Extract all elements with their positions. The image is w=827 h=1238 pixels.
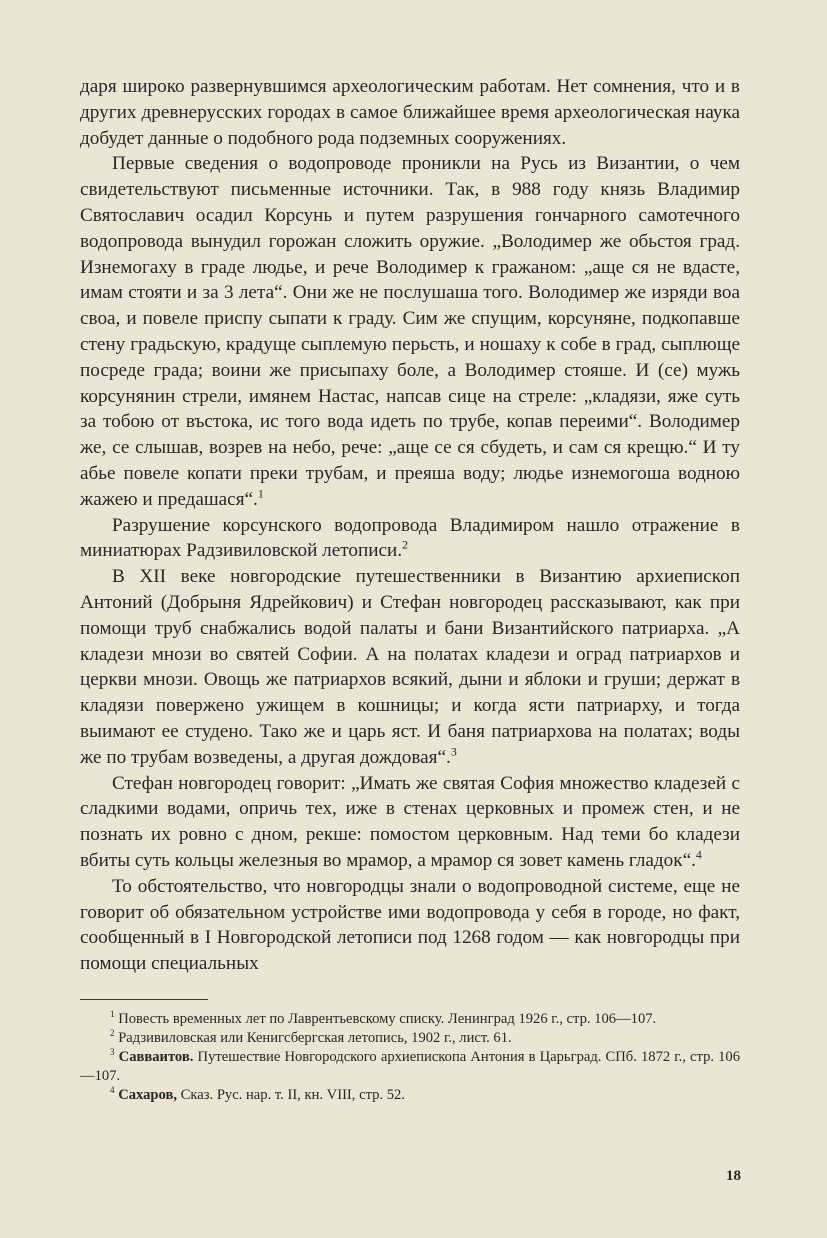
footnote-text: Радзивиловская или Кенигсбергская летопись, 1902 г., лист. 61.	[118, 1029, 512, 1046]
paragraph	[80, 874, 740, 977]
footnote-ref: 1	[257, 486, 264, 501]
paragraph	[80, 513, 740, 565]
paragraph-text: Первые сведения о водопроводе проникли на Русь из Византии, о чем свидетельствуют письменные источники. Так, в 988 году князь Владимир Святославич осадил Корсунь и путем разрушения гончарного самотечного водопровода вынудил горожан сложить оружие. „Володимер же обьстоя град. Изнемогаху в граде людье, и рече Володимер к гражаном: „аще ся не вдасте, имам стояти и за 3 лета“. Они же не послушаша того. Володимер же изряди воа своа, и повеле приспу сыпати к граду. Сим же спущим, корсуняне, подкопавше стену градьскую, крадуще сыплемую перьсть, и ношаху к собе в град, сыплюще посреде града; воини же присыпаху боле, а Володимер стояше. И (се) мужь корсунянин стрели, имянем Настас, напсав сице на стреле: „кладязи, яже суть за тобою от въстока, ис того вода идеть по трубе, копав переими“. Володимер же, се слышав, возрев на небо, рече: „аще се ся сбудеть, и сам ся крещю.“ И ту абье повеле копати преки трубам, и преяша воду; людье изнемогоша водною жажею и предашася“.	[80, 153, 740, 510]
paragraph	[80, 564, 740, 770]
footnotes	[80, 1010, 740, 1105]
footnote-text: Путешествие Новгородского архиепископа Антония в Царьград. СПб. 1872 г., стр. 106—107.	[80, 1048, 741, 1084]
footnote-separator	[80, 999, 208, 1000]
footnote	[80, 1010, 740, 1029]
footnote-text: Сказ. Рус. нар. т. II, кн. VIII, стр. 52.	[180, 1086, 405, 1103]
body-text	[80, 74, 740, 977]
footnote-number: 4	[110, 1085, 115, 1096]
footnote-ref: 4	[695, 847, 702, 862]
footnote	[80, 1048, 740, 1086]
footnote-number: 2	[110, 1028, 115, 1039]
footnote-number: 1	[110, 1009, 115, 1020]
footnote-text: Повесть временных лет по Лаврентьевскому списку. Ленинград 1926 г., стр. 106—107.	[118, 1010, 657, 1027]
footnote-author: Савваитов.	[118, 1048, 194, 1065]
footnote	[80, 1029, 740, 1048]
paragraph-text: Стефан новгородец говорит: „Имать же святая София множество кладезей с сладкими водами, опричь тех, иже в стенах церковных и промеж стен, и не познать их ровно с дном, рекше: помостом церковным. Над теми бо кладези вбиты суть кольцы железныя во мрамор, а мрамор ся зовет камень гладок“.	[80, 772, 740, 871]
page-content	[80, 74, 740, 1105]
paragraph	[80, 74, 740, 151]
footnote-ref: 3	[450, 744, 457, 759]
paragraph	[80, 151, 740, 512]
footnote-ref: 2	[402, 537, 409, 552]
footnote-number: 3	[110, 1047, 115, 1058]
paragraph-text: даря широко развернувшимся археологическим работам. Нет сомнения, что и в других древнерусских городах в самое ближайшее время археологическая наука добудет данные о подобного рода подземных сооружениях.	[80, 76, 740, 149]
paragraph-text: То обстоятельство, что новгородцы знали о водопроводной системе, еще не говорит об обязательном устройстве ими водопровода у себя в городе, но факт, сообщенный в I Новгородской летописи под 1268 годом — как новгородцы при помощи специальных	[80, 875, 740, 975]
paragraph-text: Разрушение корсунского водопровода Владимиром нашло отражение в миниатюрах Радзивиловской летописи.	[80, 514, 740, 562]
page-number: 18	[726, 1168, 741, 1184]
footnote	[80, 1086, 740, 1105]
paragraph-text: В XII веке новгородские путешественники в Византию архиепископ Антоний (Добрыня Ядрейкович) и Стефан новгородец рассказывают, как при помощи труб снабжались водой палаты и бани Византийского патриарха. „А кладези мнози во святей Софии. А на полатах кладези и оград патриархов и церкви мнози. Овощь же патриархов всякий, дыни и яблоки и груши; держат в кладязи поверженo ужищем в кошницы; и когда ясти патриарху, и тогда выимают ее студено. Тако же и царь яст. И баня патриархова на полатах; воды же по трубам возведены, а другая дождовая“.	[80, 566, 740, 768]
footnote-author: Сахаров,	[118, 1086, 178, 1103]
paragraph	[80, 771, 740, 874]
